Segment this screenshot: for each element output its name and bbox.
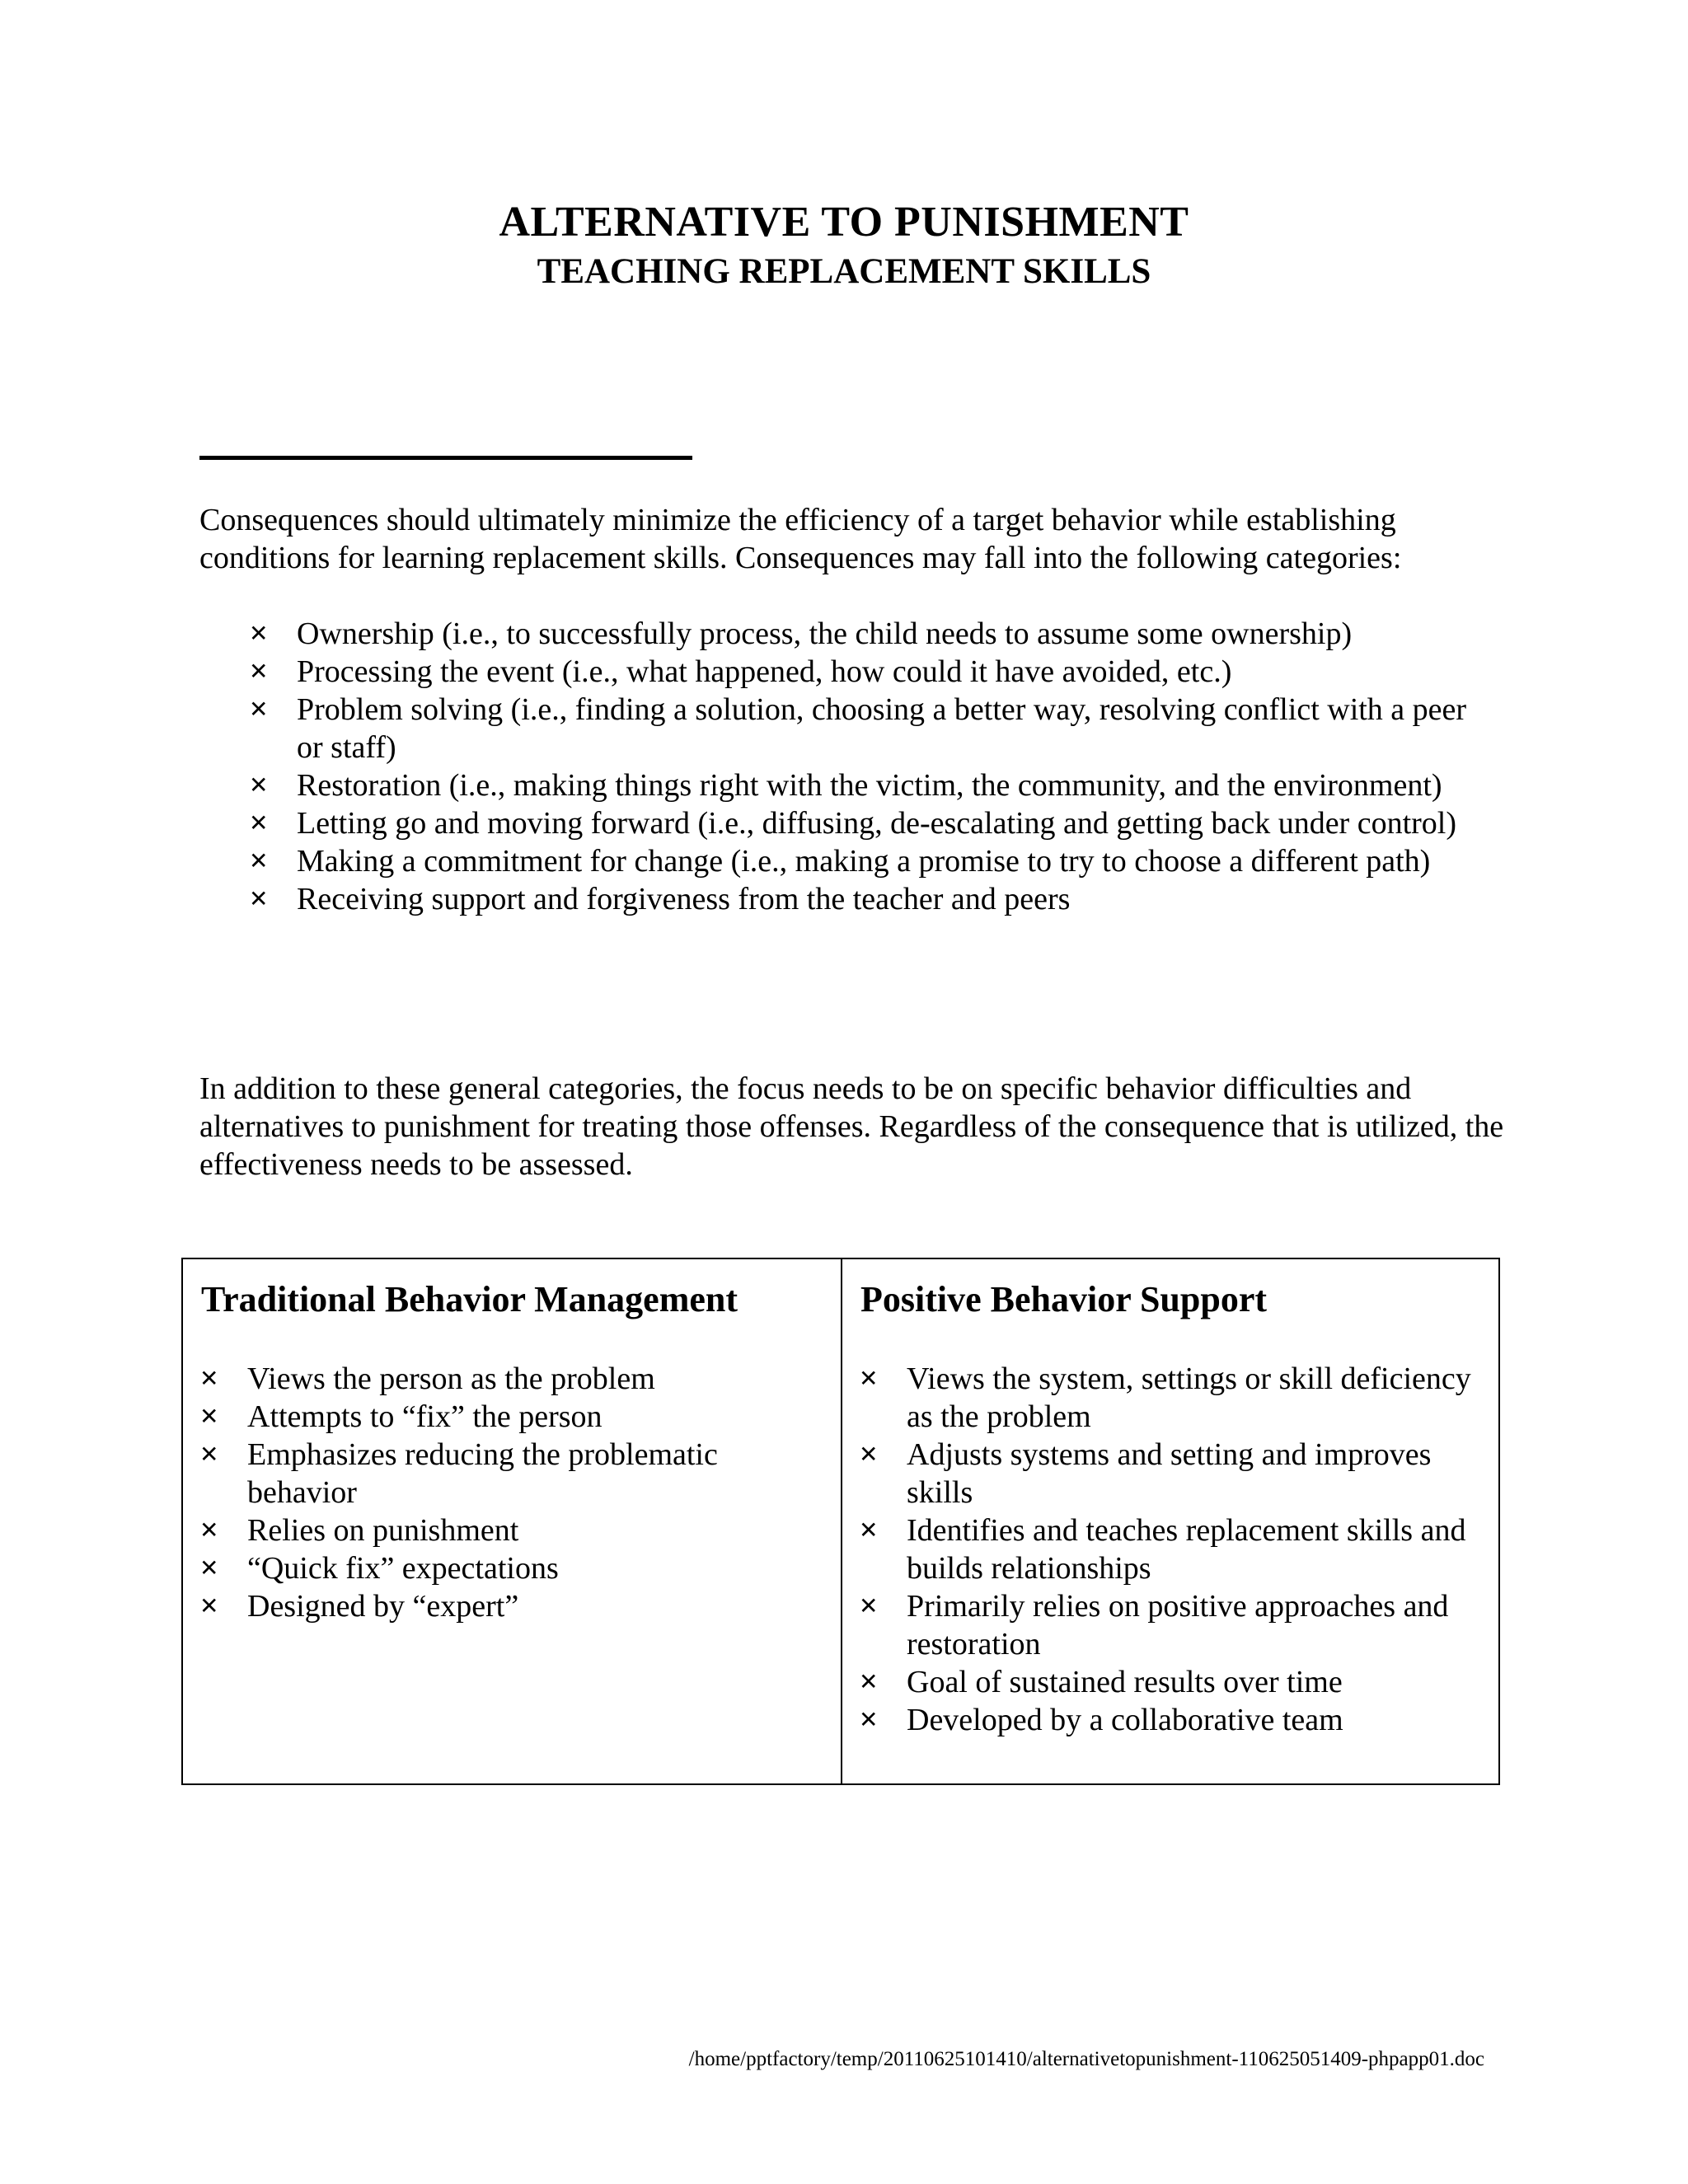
x-bullet-icon: ✕ [859,1365,879,1392]
list-item [859,1587,1484,1663]
list-item-text: Designed by “expert” [247,1589,519,1624]
list-item [199,1587,824,1625]
list-item-text: Processing the event (i.e., what happened, how could it have avoided, etc.) [297,654,1232,689]
x-bullet-icon: ✕ [249,885,269,912]
list-item [249,880,1484,918]
list-item-text: Views the system, settings or skill deficiency as the problem [907,1361,1471,1434]
x-bullet-icon: ✕ [859,1441,879,1468]
outro-text: In addition to these general categories, the focus needs to be on specific behavior difficulties and alternatives to punishment for treating those offenses. Regardless of the consequence that is utilized, the effectiveness needs to be assessed. [199,1071,1504,1182]
list-item [249,804,1484,842]
x-bullet-icon: ✕ [249,658,269,685]
positive-support-heading: Positive Behavior Support [860,1279,1268,1319]
list-item-text: Goal of sustained results over time [907,1665,1343,1699]
list-item [249,691,1484,766]
list-item [249,842,1484,880]
x-bullet-icon: ✕ [859,1706,879,1733]
x-bullet-icon: ✕ [199,1554,219,1582]
x-bullet-icon: ✕ [249,696,269,723]
positive-support-list [859,1360,1484,1739]
traditional-list [199,1360,824,1625]
list-item-text: Relies on punishment [247,1513,519,1548]
comparison-table [181,1258,1500,1785]
list-item-text: “Quick fix” expectations [247,1551,559,1586]
x-bullet-icon: ✕ [199,1403,219,1430]
list-item-text: Problem solving (i.e., finding a solution, choosing a better way, resolving conflict with a peer or staff) [297,692,1467,765]
list-item [859,1701,1484,1739]
list-item [249,615,1484,653]
x-bullet-icon: ✕ [199,1441,219,1468]
list-item-text: Developed by a collaborative team [907,1703,1343,1737]
intro-paragraph [199,501,1518,577]
x-bullet-icon: ✕ [859,1668,879,1695]
horizontal-rule [199,456,692,460]
traditional-column [183,1259,842,1783]
outro-paragraph [199,1070,1518,1183]
x-bullet-icon: ✕ [199,1516,219,1544]
list-item [249,653,1484,691]
list-item-text: Letting go and moving forward (i.e., diffusing, de-escalating and getting back under control) [297,806,1457,841]
x-bullet-icon: ✕ [859,1592,879,1619]
list-item-text: Identifies and teaches replacement skills and builds relationships [907,1513,1466,1586]
consequence-categories-list [249,615,1484,918]
list-item [249,766,1484,804]
footer-file-path: /home/pptfactory/temp/20110625101410/alternativetopunishment-110625051409-phpapp01.doc [688,2048,1484,2070]
list-item-text: Views the person as the problem [247,1361,655,1396]
list-item [199,1398,824,1436]
list-item-text: Primarily relies on positive approaches and restoration [907,1589,1449,1661]
list-item [199,1511,824,1549]
positive-support-column [842,1259,1498,1783]
list-item-text: Attempts to “fix” the person [247,1399,603,1434]
x-bullet-icon: ✕ [199,1592,219,1619]
list-item [859,1436,1484,1511]
list-item [199,1360,824,1398]
intro-text: Consequences should ultimately minimize the efficiency of a target behavior while establishing conditions for learning replacement skills. Consequences may fall into the following categories: [199,503,1402,575]
x-bullet-icon: ✕ [199,1365,219,1392]
list-item [199,1549,824,1587]
list-item [199,1436,824,1511]
list-item [859,1511,1484,1587]
list-item-text: Receiving support and forgiveness from the teacher and peers [297,882,1071,916]
document-subtitle: TEACHING REPLACEMENT SKILLS [537,252,1151,291]
x-bullet-icon: ✕ [249,847,269,874]
x-bullet-icon: ✕ [249,771,269,799]
list-item-text: Restoration (i.e., making things right with the victim, the community, and the environment) [297,768,1442,803]
x-bullet-icon: ✕ [859,1516,879,1544]
list-item [859,1663,1484,1701]
x-bullet-icon: ✕ [249,809,269,837]
list-item-text: Adjusts systems and setting and improves skills [907,1437,1432,1510]
document-title: ALTERNATIVE TO PUNISHMENT [499,199,1189,246]
traditional-heading: Traditional Behavior Management [201,1279,738,1319]
list-item-text: Making a commitment for change (i.e., making a promise to try to choose a different path) [297,844,1431,879]
x-bullet-icon: ✕ [249,620,269,647]
list-item [859,1360,1484,1436]
list-item-text: Emphasizes reducing the problematic behavior [247,1437,718,1510]
list-item-text: Ownership (i.e., to successfully process, the child needs to assume some ownership) [297,616,1353,651]
